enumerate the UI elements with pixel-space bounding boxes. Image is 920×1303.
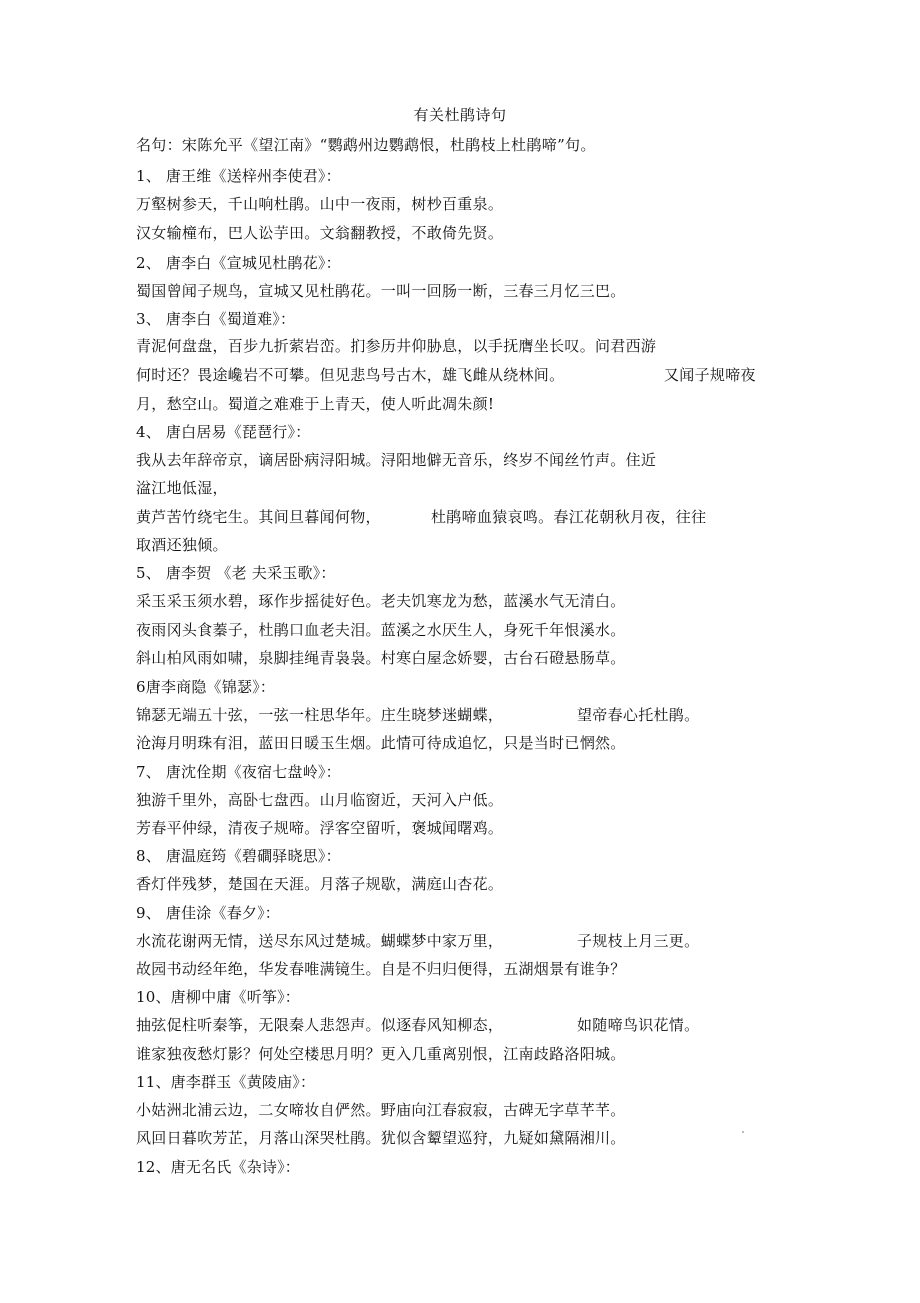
poem-heading-10: 10、唐柳中庸《听筝》： [136, 988, 300, 1006]
poem-heading-3: 3、 唐李白《蜀道难》： [136, 310, 296, 328]
speck-mark [742, 1131, 744, 1133]
poem-line: 万壑树参天，千山响杜鹃。山中一夜雨，树杪百重泉。 [136, 195, 504, 213]
poem-line: 谁家独夜愁灯影？何处空楼思月明？更入几重离别恨，江南歧路洛阳城。 [136, 1045, 626, 1063]
poem-line-split [136, 365, 766, 385]
poem-line: 月，愁空山。蜀道之难难于上青天，使人听此凋朱颜! [136, 395, 495, 413]
poem-line-split [136, 1015, 706, 1035]
poem-line-part: 抽弦促柱听秦筝，无限秦人悲怨声。似逐春风知柳态， [136, 1016, 504, 1034]
poem-heading-7: 7、 唐沈佺期《夜宿七盘岭》： [136, 763, 341, 781]
poem-heading-4: 4、 唐白居易《琵琶行》： [136, 423, 311, 441]
poem-line: 蜀国曾闻子规鸟，宣城又见杜鹃花。一叫一回肠一断，三春三月忆三巴。 [136, 282, 626, 300]
poem-heading-2: 2、 唐李白《宣城见杜鹃花》： [136, 254, 341, 272]
poem-heading-1: 1、 唐王维《送梓州李使君》： [136, 167, 341, 185]
poem-line: 湓江地低湿， [136, 479, 228, 497]
poem-line-part: 何时还？畏途巉岩不可攀。但见悲鸟号古木，雄飞雌从绕林间。 [136, 366, 565, 384]
poem-line-part: 如随啼鸟识花情。 [577, 1016, 700, 1034]
poem-line-part: 望帝春心托杜鹃。 [577, 706, 700, 724]
poem-heading-8: 8、 唐温庭筠《碧磵驿晓思》： [136, 847, 341, 865]
poem-line-part: 锦瑟无端五十弦，一弦一柱思华年。庄生晓梦迷蝴蝶， [136, 706, 504, 724]
poem-line-split [136, 705, 706, 725]
poem-line: 故园书动经年绝，华发春唯满镜生。自是不归归便得，五湖烟景有谁争？ [136, 960, 626, 978]
poem-line-part: 黄芦苦竹绕宅生。其间旦暮闻何物， [136, 508, 381, 526]
poem-line-part: 子规枝上月三更。 [577, 932, 700, 950]
poem-line: 沧海月明珠有泪，蓝田日暖玉生烟。此情可待成追忆，只是当时已惘然。 [136, 734, 626, 752]
poem-line: 香灯伴残梦，楚国在天涯。月落子规歇，满庭山杏花。 [136, 875, 504, 893]
poem-line: 青泥何盘盘，百步九折萦岩峦。扪参历井仰胁息，以手抚膺坐长叹。问君西游 [136, 337, 657, 355]
poem-line: 独游千里外，高卧七盘西。山月临窗近，天河入户低。 [136, 791, 504, 809]
poem-line: 汉女输橦布，巴人讼芋田。文翁翻教授，不敢倚先贤。 [136, 224, 504, 242]
poem-line: 取酒还独倾。 [136, 536, 228, 554]
poem-line-part: 又闻子规啼夜 [664, 366, 756, 384]
poem-heading-5: 5、 唐李贺 《老 夫采玉歌》： [136, 564, 336, 582]
poem-line: 小姑洲北浦云边，二女啼妆自俨然。野庙向江春寂寂，古碑无字草芊芊。 [136, 1101, 626, 1119]
poem-line-split [136, 507, 736, 527]
poem-line-part: 水流花谢两无情，送尽东风过楚城。蝴蝶梦中家万里， [136, 932, 504, 950]
poem-line-split [136, 931, 706, 951]
poem-line: 芳春平仲绿，清夜子规啼。浮客空留听，褒城闻曙鸡。 [136, 819, 504, 837]
poem-line: 我从去年辞帝京，谪居卧病浔阳城。浔阳地僻无音乐，终岁不闻丝竹声。住近 [136, 451, 657, 469]
poem-heading-11: 11、唐李群玉《黄陵庙》： [136, 1073, 316, 1091]
poem-line: 斜山柏风雨如啸，泉脚挂绳青袅袅。村寒白屋念娇婴，古台石磴悬肠草。 [136, 649, 626, 667]
document-title: 有关杜鹃诗句 [413, 106, 507, 124]
poem-line: 采玉采玉须水碧，琢作步摇徒好色。老夫饥寒龙为愁，蓝溪水气无清白。 [136, 592, 626, 610]
famous-line: 名句：宋陈允平《望江南》“鹦鹉州边鹦鹉恨，杜鹃枝上杜鹃啼”句。 [136, 136, 596, 154]
poem-heading-12: 12、唐无名氏《杂诗》： [136, 1158, 300, 1176]
poem-heading-9: 9、 唐佳涂《春夕》： [136, 904, 281, 922]
poem-heading-6: 6唐李商隐《锦瑟》： [136, 678, 276, 696]
poem-line: 风回日暮吹芳芷，月落山深哭杜鹃。犹似含颦望巡狩，九疑如黛隔湘川。 [136, 1129, 626, 1147]
poem-line-part: 杜鹃啼血猿哀鸣。春江花朝秋月夜，往往 [431, 508, 707, 526]
poem-line: 夜雨冈头食蓁子，杜鹃口血老夫泪。蓝溪之水厌生人，身死千年恨溪水。 [136, 621, 626, 639]
